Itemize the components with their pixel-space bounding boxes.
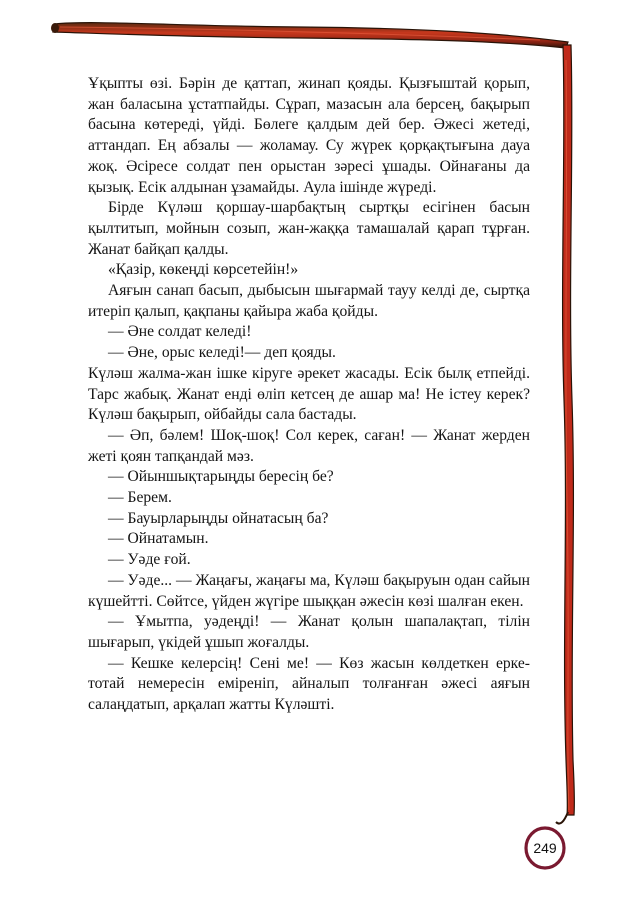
dialogue-line: — Берем. bbox=[108, 489, 172, 507]
dialogue-line: — Кешке келерсің! Сені ме! — Көз жасын көлдеткен ерке-тотай немересін еміреніп, айналып толғанған әжесі аяғын салаңдатып, арқалап жатты Күләшті. bbox=[88, 654, 530, 714]
dialogue-line: — Әне, орыс келеді!— деп қояды. bbox=[108, 344, 336, 362]
dialogue-line: — Ойыншықтарыңды бересің бе? bbox=[108, 468, 334, 486]
paragraph: Бірде Күләш қоршау-шарбақтың сыртқы есігінен басын қылтитып, мойнын созып, жан-жаққа тамашалай қарап тұрған. Жанат байқап қалды. bbox=[88, 199, 530, 258]
paragraph: Аяғын санап басып, дыбысын шығармай тауу келді де, сыртқа итеріп қалып, қақпаны қайыра жаба қойды. bbox=[88, 282, 530, 320]
dialogue-line: — Бауырларыңды ойнатасың ба? bbox=[108, 509, 329, 527]
right-stick bbox=[556, 45, 574, 824]
dialogue-line: — Әп, бәлем! Шоқ-шоқ! Сол керек, саған! — Жанат жерден жеті қоян тапқандай мәз. bbox=[88, 426, 530, 465]
paragraph: Ұқыпты өзі. Бәрін де қаттап, жинап қояды. Қызғыштай қорып, жан баласына ұстатпайды. Сұрап, мазасын ала берсең, бақырып басына көтереді, үйді. Бөлеге қалдым дей бер. Әжесі жетеді, аттандап. Ең абзалы — жоламау. Су жүрек қорқақтығына дауа жоқ. Әсіресе солдат пен орыстан зәресі ұшады. Ойнағаны да қызық. Есік алдынан ұзамайды. Аула ішінде жүреді. bbox=[88, 75, 530, 196]
dialogue-line: — Әне солдат келеді! bbox=[108, 323, 252, 341]
dialogue-line: — Ойнатамын. bbox=[108, 530, 209, 548]
dialogue-line: — Уәде ғой. bbox=[108, 551, 191, 569]
body-text bbox=[88, 74, 530, 716]
dialogue-line: — Уәде... — Жаңағы, жаңағы ма, Күләш бақыруын одан сайын күшейтті. Сөйтсе, үйден жүгіре шыққан әжесін көзі шалған екен. bbox=[88, 571, 530, 610]
top-stick bbox=[51, 23, 568, 48]
page-number: 249 bbox=[533, 840, 557, 856]
paragraph: Күләш жалма-жан ішке кіруге әрекет жасады. Есік былқ етпейді. Тарс жабық. Жанат енді өліп кетсең де ашар ма! Не істеу керек? Күләш бақырып, ойбайды сала бастады. bbox=[88, 364, 530, 424]
paragraph: «Қазір, көкеңді көрсетейін!» bbox=[108, 261, 299, 279]
dialogue-line: — Ұмытпа, уәдеңді! — Жанат қолын шапалақтап, тілін шығарып, үкідей ұшып жоғалды. bbox=[88, 613, 530, 651]
